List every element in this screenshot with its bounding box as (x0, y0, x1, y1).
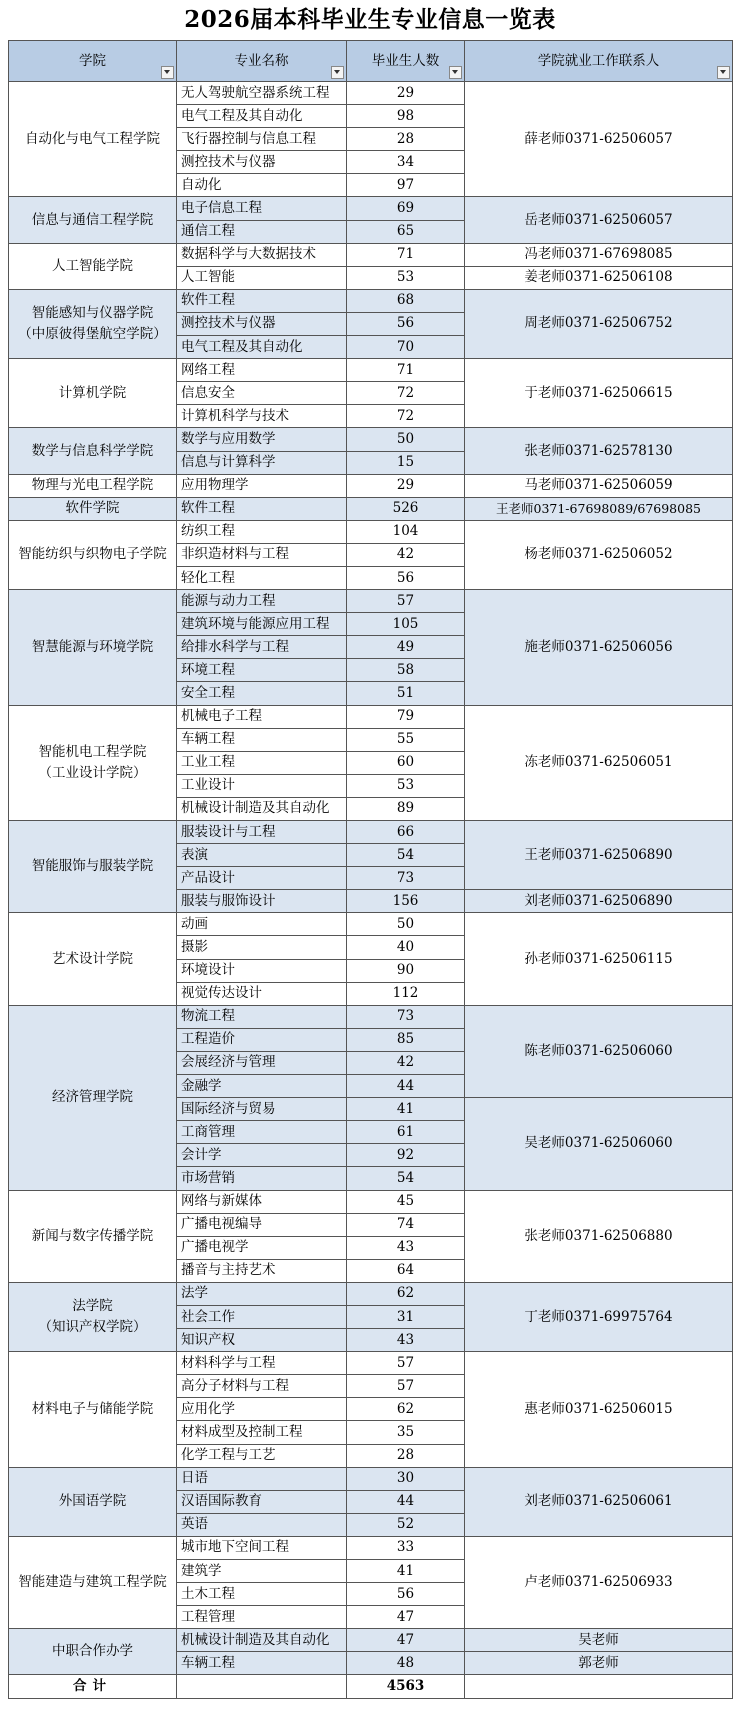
graduate-count-cell: 526 (347, 497, 465, 520)
header-contact (465, 41, 733, 82)
graduate-count-cell: 49 (347, 636, 465, 659)
graduate-count-cell: 156 (347, 890, 465, 913)
college-cell (9, 197, 177, 243)
college-name-line: 计算机学院 (58, 384, 127, 401)
graduate-count-cell: 79 (347, 705, 465, 728)
major-name-cell: 服装设计与工程 (177, 821, 347, 844)
major-name-cell: 产品设计 (177, 867, 347, 890)
major-name-cell: 给排水科学与工程 (177, 636, 347, 659)
table-row (9, 359, 733, 382)
major-name-cell: 日语 (177, 1467, 347, 1490)
major-name-cell: 通信工程 (177, 220, 347, 243)
major-name-cell: 测控技术与仪器 (177, 151, 347, 174)
table-row (9, 82, 733, 105)
graduate-count-cell: 29 (347, 82, 465, 105)
graduate-count-cell: 104 (347, 520, 465, 543)
contact-cell: 惠老师0371-62506015 (465, 1352, 733, 1467)
major-name-cell: 动画 (177, 913, 347, 936)
graduate-count-cell: 98 (347, 105, 465, 128)
total-empty-cell (465, 1675, 733, 1698)
major-name-cell: 无人驾驶航空器系统工程 (177, 82, 347, 105)
college-cell (9, 913, 177, 1005)
major-name-cell: 工业设计 (177, 774, 347, 797)
college-name-line: （知识产权学院） (38, 1319, 147, 1336)
major-name-cell: 网络与新媒体 (177, 1190, 347, 1213)
graduate-count-cell: 61 (347, 1121, 465, 1144)
major-name-cell: 市场营销 (177, 1167, 347, 1190)
graduate-count-cell: 54 (347, 844, 465, 867)
major-name-cell: 机械设计制造及其自动化 (177, 797, 347, 820)
graduate-count-cell: 65 (347, 220, 465, 243)
graduate-count-cell: 15 (347, 451, 465, 474)
major-name-cell: 工商管理 (177, 1121, 347, 1144)
contact-cell: 姜老师0371-62506108 (465, 266, 733, 289)
major-name-cell: 服装与服饰设计 (177, 890, 347, 913)
header-count-label: 毕业生人数 (371, 52, 440, 69)
college-name-line: 中职合作办学 (52, 1643, 133, 1660)
graduate-count-cell: 64 (347, 1259, 465, 1282)
table-row (9, 1190, 733, 1213)
college-name-line: 艺术设计学院 (52, 950, 133, 967)
graduate-count-cell: 71 (347, 243, 465, 266)
graduate-count-cell: 43 (347, 1329, 465, 1352)
major-name-cell: 纺织工程 (177, 520, 347, 543)
table-row (9, 1005, 733, 1028)
header-major-label: 专业名称 (234, 52, 289, 69)
graduate-count-cell: 54 (347, 1167, 465, 1190)
contact-cell: 刘老师0371-62506890 (465, 890, 733, 913)
table-row (9, 497, 733, 520)
contact-cell: 薛老师0371-62506057 (465, 82, 733, 197)
graduate-count-cell: 55 (347, 728, 465, 751)
graduate-count-cell: 50 (347, 428, 465, 451)
college-cell (9, 428, 177, 474)
major-name-cell: 电气工程及其自动化 (177, 336, 347, 359)
major-name-cell: 应用物理学 (177, 474, 347, 497)
graduate-count-cell: 42 (347, 543, 465, 566)
college-cell (9, 520, 177, 589)
graduate-count-cell: 90 (347, 959, 465, 982)
graduate-count-cell: 28 (347, 128, 465, 151)
major-name-cell: 城市地下空间工程 (177, 1536, 347, 1559)
major-name-cell: 工业工程 (177, 751, 347, 774)
major-name-cell: 测控技术与仪器 (177, 312, 347, 335)
major-name-cell: 机械电子工程 (177, 705, 347, 728)
major-name-cell: 信息安全 (177, 382, 347, 405)
table-body (9, 82, 733, 1675)
college-name-line: 信息与通信工程学院 (31, 211, 154, 228)
graduate-count-cell: 51 (347, 682, 465, 705)
graduate-count-cell: 105 (347, 613, 465, 636)
contact-cell: 张老师0371-62506880 (465, 1190, 733, 1282)
college-cell (9, 359, 177, 428)
total-row (9, 1675, 733, 1698)
college-name-line: 智能机电工程学院 (38, 743, 147, 760)
college-name-line: （中原彼得堡航空学院） (18, 325, 167, 342)
header-row (9, 41, 733, 82)
graduate-count-cell: 28 (347, 1444, 465, 1467)
table-row (9, 590, 733, 613)
major-name-cell: 应用化学 (177, 1398, 347, 1421)
graduate-count-cell: 41 (347, 1098, 465, 1121)
table-row (9, 821, 733, 844)
major-name-cell: 会展经济与管理 (177, 1051, 347, 1074)
table-row (9, 1536, 733, 1559)
graduate-table (8, 40, 733, 1699)
college-name-line: 人工智能学院 (52, 257, 133, 274)
header-college (9, 41, 177, 82)
major-name-cell: 非织造材料与工程 (177, 543, 347, 566)
college-cell (9, 82, 177, 197)
graduate-count-cell: 43 (347, 1236, 465, 1259)
major-name-cell: 建筑学 (177, 1560, 347, 1583)
graduate-count-cell: 71 (347, 359, 465, 382)
major-name-cell: 机械设计制造及其自动化 (177, 1629, 347, 1652)
contact-cell: 吴老师 (465, 1629, 733, 1652)
table-row (9, 289, 733, 312)
major-name-cell: 汉语国际教育 (177, 1490, 347, 1513)
major-name-cell: 信息与计算科学 (177, 451, 347, 474)
college-cell (9, 1190, 177, 1282)
header-count (347, 41, 465, 82)
header-contact-label: 学院就业工作联系人 (537, 52, 660, 69)
table-row (9, 428, 733, 451)
college-name-line: 软件学院 (65, 500, 120, 517)
graduate-count-cell: 50 (347, 913, 465, 936)
total-empty-cell (177, 1675, 347, 1698)
graduate-count-cell: 92 (347, 1144, 465, 1167)
college-name-line: （工业设计学院） (38, 764, 147, 781)
contact-cell: 于老师0371-62506615 (465, 359, 733, 428)
table-row (9, 1282, 733, 1305)
major-name-cell: 环境设计 (177, 959, 347, 982)
graduate-count-cell: 42 (347, 1051, 465, 1074)
major-name-cell: 软件工程 (177, 497, 347, 520)
table-row (9, 913, 733, 936)
table-row (9, 1467, 733, 1490)
contact-cell: 冻老师0371-62506051 (465, 705, 733, 820)
graduate-count-cell: 97 (347, 174, 465, 197)
graduate-count-cell: 40 (347, 936, 465, 959)
major-name-cell: 高分子材料与工程 (177, 1375, 347, 1398)
total-value: 4563 (347, 1675, 465, 1698)
table-row (9, 197, 733, 220)
contact-cell: 张老师0371-62578130 (465, 428, 733, 474)
graduate-count-cell: 68 (347, 289, 465, 312)
graduate-count-cell: 45 (347, 1190, 465, 1213)
contact-cell: 孙老师0371-62506115 (465, 913, 733, 1005)
total-label: 合计 (9, 1675, 177, 1698)
graduate-count-cell: 30 (347, 1467, 465, 1490)
major-name-cell: 法学 (177, 1282, 347, 1305)
graduate-count-cell: 72 (347, 405, 465, 428)
contact-cell: 吴老师0371-62506060 (465, 1098, 733, 1190)
graduate-count-cell: 44 (347, 1075, 465, 1098)
graduate-count-cell: 35 (347, 1421, 465, 1444)
contact-cell: 施老师0371-62506056 (465, 590, 733, 705)
graduate-count-cell: 29 (347, 474, 465, 497)
major-name-cell: 数学与应用数学 (177, 428, 347, 451)
page-title: 2026届本科毕业生专业信息一览表 (184, 6, 556, 33)
table-row (9, 1352, 733, 1375)
college-name-line: 外国语学院 (58, 1493, 127, 1510)
major-name-cell: 工程管理 (177, 1606, 347, 1629)
graduate-count-cell: 62 (347, 1398, 465, 1421)
major-name-cell: 国际经济与贸易 (177, 1098, 347, 1121)
contact-cell: 王老师0371-62506890 (465, 821, 733, 890)
graduate-count-cell: 53 (347, 774, 465, 797)
graduate-count-cell: 48 (347, 1652, 465, 1675)
college-cell (9, 1005, 177, 1190)
college-cell (9, 497, 177, 520)
graduate-count-cell: 56 (347, 312, 465, 335)
graduate-count-cell: 112 (347, 982, 465, 1005)
major-name-cell: 广播电视编导 (177, 1213, 347, 1236)
graduate-count-cell: 41 (347, 1560, 465, 1583)
major-name-cell: 计算机科学与技术 (177, 405, 347, 428)
major-name-cell: 土木工程 (177, 1583, 347, 1606)
graduate-count-cell: 69 (347, 197, 465, 220)
graduate-count-cell: 34 (347, 151, 465, 174)
contact-cell: 刘老师0371-62506061 (465, 1467, 733, 1536)
contact-cell: 岳老师0371-62506057 (465, 197, 733, 243)
major-name-cell: 电子信息工程 (177, 197, 347, 220)
table-row (9, 243, 733, 266)
contact-cell: 王老师0371-67698089/67698085 (465, 497, 733, 520)
major-name-cell: 软件工程 (177, 289, 347, 312)
table-row (9, 1629, 733, 1652)
college-cell (9, 821, 177, 913)
graduate-count-cell: 70 (347, 336, 465, 359)
graduate-count-cell: 44 (347, 1490, 465, 1513)
contact-cell: 丁老师0371-69975764 (465, 1282, 733, 1351)
major-name-cell: 轻化工程 (177, 566, 347, 589)
college-name-line: 法学院 (72, 1298, 113, 1315)
college-cell (9, 1282, 177, 1351)
graduate-count-cell: 85 (347, 1028, 465, 1051)
major-name-cell: 物流工程 (177, 1005, 347, 1028)
graduate-count-cell: 33 (347, 1536, 465, 1559)
filter-dropdown-icon[interactable] (717, 66, 730, 79)
graduate-count-cell: 57 (347, 1352, 465, 1375)
contact-cell: 郭老师 (465, 1652, 733, 1675)
college-cell (9, 1536, 177, 1628)
major-name-cell: 能源与动力工程 (177, 590, 347, 613)
college-name-line: 智能服饰与服装学院 (31, 858, 154, 875)
major-name-cell: 网络工程 (177, 359, 347, 382)
major-name-cell: 工程造价 (177, 1028, 347, 1051)
graduate-count-cell: 53 (347, 266, 465, 289)
contact-cell: 冯老师0371-67698085 (465, 243, 733, 266)
major-name-cell: 会计学 (177, 1144, 347, 1167)
header-college-label: 学院 (79, 52, 106, 69)
major-name-cell: 知识产权 (177, 1329, 347, 1352)
college-cell (9, 1352, 177, 1467)
major-name-cell: 化学工程与工艺 (177, 1444, 347, 1467)
major-name-cell: 摄影 (177, 936, 347, 959)
graduate-count-cell: 62 (347, 1282, 465, 1305)
graduate-count-cell: 52 (347, 1513, 465, 1536)
college-cell (9, 243, 177, 289)
major-name-cell: 飞行器控制与信息工程 (177, 128, 347, 151)
college-name-line: 材料电子与储能学院 (31, 1400, 154, 1417)
table-row (9, 474, 733, 497)
table-row (9, 520, 733, 543)
graduate-count-cell: 66 (347, 821, 465, 844)
major-name-cell: 人工智能 (177, 266, 347, 289)
contact-cell: 周老师0371-62506752 (465, 289, 733, 358)
college-cell (9, 289, 177, 358)
major-name-cell: 建筑环境与能源应用工程 (177, 613, 347, 636)
college-name-line: 智能感知与仪器学院 (31, 304, 154, 321)
major-name-cell: 视觉传达设计 (177, 982, 347, 1005)
major-name-cell: 材料成型及控制工程 (177, 1421, 347, 1444)
graduate-count-cell: 31 (347, 1305, 465, 1328)
graduate-count-cell: 72 (347, 382, 465, 405)
contact-cell: 卢老师0371-62506933 (465, 1536, 733, 1628)
filter-dropdown-icon[interactable] (449, 66, 462, 79)
college-name-line: 智能纺织与织物电子学院 (18, 546, 167, 563)
graduate-count-cell: 60 (347, 751, 465, 774)
major-name-cell: 材料科学与工程 (177, 1352, 347, 1375)
header-major (177, 41, 347, 82)
major-name-cell: 社会工作 (177, 1305, 347, 1328)
major-name-cell: 自动化 (177, 174, 347, 197)
graduate-count-cell: 56 (347, 1583, 465, 1606)
graduate-count-cell: 89 (347, 797, 465, 820)
major-name-cell: 金融学 (177, 1075, 347, 1098)
major-name-cell: 广播电视学 (177, 1236, 347, 1259)
college-name-line: 新闻与数字传播学院 (31, 1227, 154, 1244)
major-name-cell: 安全工程 (177, 682, 347, 705)
graduate-count-cell: 73 (347, 1005, 465, 1028)
major-name-cell: 车辆工程 (177, 1652, 347, 1675)
major-name-cell: 车辆工程 (177, 728, 347, 751)
college-name-line: 智慧能源与环境学院 (31, 638, 154, 655)
major-name-cell: 环境工程 (177, 659, 347, 682)
college-name-line: 自动化与电气工程学院 (25, 130, 160, 147)
major-name-cell: 播音与主持艺术 (177, 1259, 347, 1282)
graduate-count-cell: 56 (347, 566, 465, 589)
college-cell (9, 1467, 177, 1536)
graduate-count-cell: 57 (347, 590, 465, 613)
college-name-line: 经济管理学院 (52, 1089, 133, 1106)
college-cell (9, 590, 177, 705)
college-name-line: 智能建造与建筑工程学院 (18, 1574, 167, 1591)
graduate-count-cell: 58 (347, 659, 465, 682)
college-cell (9, 1629, 177, 1675)
major-name-cell: 表演 (177, 844, 347, 867)
major-name-cell: 英语 (177, 1513, 347, 1536)
graduate-count-cell: 47 (347, 1629, 465, 1652)
graduate-count-cell: 57 (347, 1375, 465, 1398)
college-name-line: 数学与信息科学学院 (31, 442, 154, 459)
graduate-count-cell: 47 (347, 1606, 465, 1629)
major-name-cell: 数据科学与大数据技术 (177, 243, 347, 266)
major-name-cell: 电气工程及其自动化 (177, 105, 347, 128)
contact-cell: 马老师0371-62506059 (465, 474, 733, 497)
filter-dropdown-icon[interactable] (161, 66, 174, 79)
graduate-count-cell: 73 (347, 867, 465, 890)
table-row (9, 705, 733, 728)
contact-cell: 陈老师0371-62506060 (465, 1005, 733, 1097)
college-cell (9, 474, 177, 497)
college-cell (9, 705, 177, 820)
filter-dropdown-icon[interactable] (331, 66, 344, 79)
contact-cell: 杨老师0371-62506052 (465, 520, 733, 589)
college-name-line: 物理与光电工程学院 (31, 477, 154, 494)
graduate-count-cell: 74 (347, 1213, 465, 1236)
